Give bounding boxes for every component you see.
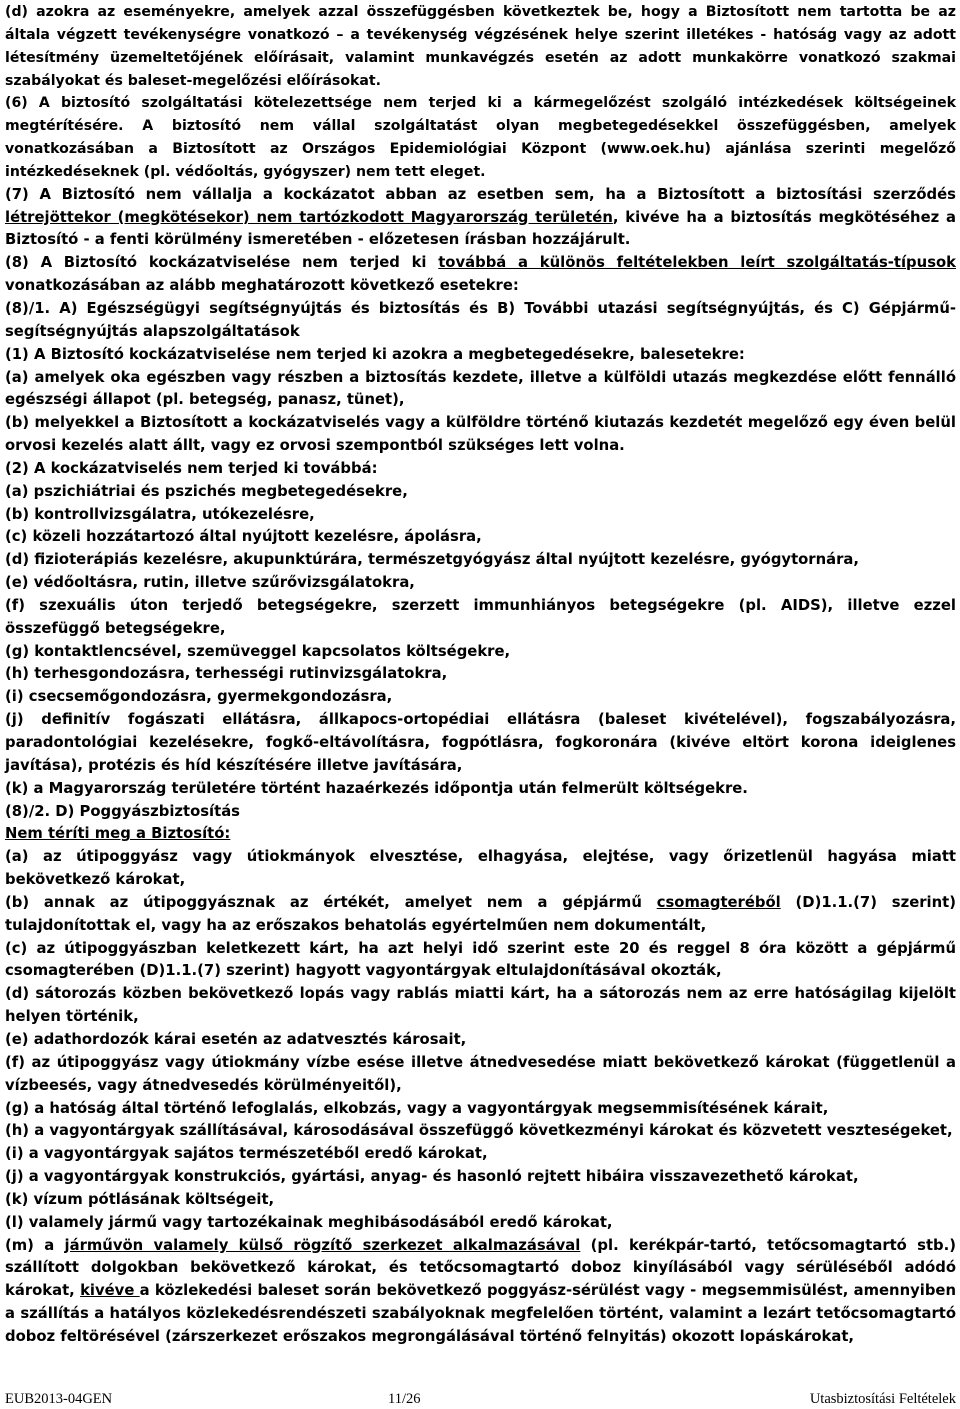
paragraph-p6	[5, 344, 956, 367]
footer-document-code: EUB2013-04GEN	[5, 1391, 113, 1407]
paragraph-text: a közlekedési baleset során bekövetkező poggyász-sérülést vagy - megsemmisülést, amennyiben a szállítás a hatályos közlekedésrendészeti szabályoknak megfelelően történt, valamint a lezárt tetőcsomagtartó doboz feltörésével (zárszerkezet erőszakos megrongálásával történő felnyitás) okozott lopáskárokat,	[5, 1282, 956, 1345]
paragraph-text: (D)1.1.(7) szerint) tulajdonítottak el, vagy ha az erőszakos behatolás egyértelműen nem dokumentált,	[5, 893, 956, 934]
paragraph-p17	[5, 663, 956, 686]
paragraph-p10	[5, 481, 956, 504]
paragraph-text: (b) melyekkel a Biztosított a kockázatviselés vagy a külföldre történő kiutazás kezdetét megelőző egy éven belül orvosi kezelés alatt állt, vagy ez orvosi szempontból szükséges lett volna.	[5, 414, 956, 455]
paragraph-text: (7) A Biztosító nem vállalja a kockázatot abban az esetben sem, ha a Biztosított a biztosítási szerződés	[5, 185, 956, 203]
paragraph-p12	[5, 526, 956, 549]
paragraph-p20	[5, 778, 956, 801]
paragraph-p30	[5, 1120, 956, 1143]
paragraph-text: (b) kontrollvizsgálatra, utókezelésre,	[5, 505, 315, 523]
paragraph-p13	[5, 549, 956, 572]
paragraph-text: (j) definitív fogászati ellátásra, állkapocs-ortopédiai ellátásra (baleset kivételével), fogszabályozásra, paradontológiai kezelésekre, fogkő-eltávolításra, fogpótlásra, fogkoronára (kivéve eltört korona ideiglenes javítása), protézis és híd készítésére illetve javítására,	[5, 711, 956, 774]
paragraph-text: vonatkozásában az alább meghatározott következő esetekre:	[5, 277, 519, 295]
paragraph-text: (l) valamely jármű vagy tartozékainak meghibásodásából eredő károkat,	[5, 1213, 613, 1231]
paragraph-text: (a) amelyek oka egészben vagy részben a biztosítás kezdete, illetve a külföldi utazás megkezdése előtt fennálló egészségi állapot (pl. betegség, panasz, tünet),	[5, 368, 956, 409]
paragraph-text: (k) vízum pótlásának költségeit,	[5, 1190, 275, 1208]
paragraph-p34	[5, 1212, 956, 1235]
paragraph-p25	[5, 938, 956, 984]
paragraph-p11	[5, 504, 956, 527]
paragraph-text: (f) az útipoggyász vagy útiokmány vízbe esése illetve átnedvesedése miatt bekövetkező károkat (függetlenül a vízbeesés, vagy átnedvesedés körülményeitől),	[5, 1053, 956, 1094]
paragraph-p16	[5, 641, 956, 664]
underlined-text: járművön valamely külső rögzítő szerkezet alkalmazásával	[64, 1236, 581, 1254]
paragraph-p33	[5, 1189, 956, 1212]
underlined-text: Nem téríti meg a Biztosító:	[5, 825, 231, 843]
paragraph-text: (8) A Biztosító kockázatviselése nem terjed ki	[5, 254, 439, 272]
page-footer	[5, 1389, 956, 1409]
underlined-text: kivéve	[80, 1282, 140, 1300]
paragraph-text: (f) szexuális úton terjedő betegségekre, szerzett immunhiányos betegségekre (pl. AIDS), illetve ezzel összefüggő betegségekre,	[5, 596, 956, 637]
paragraph-p18	[5, 686, 956, 709]
document-body	[5, 1, 956, 1349]
paragraph-p35	[5, 1235, 956, 1349]
paragraph-p7	[5, 367, 956, 413]
paragraph-p15	[5, 595, 956, 641]
paragraph-text: (a) pszichiátriai és pszichés megbetegedésekre,	[5, 482, 408, 500]
paragraph-text: (d) azokra az eseményekre, amelyek azzal összefüggésben következtek be, hogy a Biztosított nem tartotta be az általa végzett tevékenységre vonatkozó – a tevékenység végzésének helye szerint illetékes - hatóság vagy az adott létesítmény üzemeltetőjének előírásait, valamint munkavégzés esetén az adott munkakörre vonatkozó szakmai szabályokat és baleset-megelőzési előírásokat.	[5, 4, 956, 89]
paragraph-text: (8)/1. A) Egészségügyi segítségnyújtás és biztosítás és B) További utazási segítségnyújtás, és C) Gépjármű-segítségnyújtás alapszolgáltatások	[5, 299, 956, 340]
underlined-text: továbbá a különös feltételekben leírt szolgáltatás-típusok	[438, 254, 957, 272]
paragraph-text: (i) csecsemőgondozásra, gyermekgondozásra,	[5, 688, 393, 706]
paragraph-p32	[5, 1166, 956, 1189]
paragraph-p3	[5, 184, 956, 253]
paragraph-p5	[5, 298, 956, 344]
paragraph-text: , kivéve ha a biztosítás megkötéséhez a Biztosító - a fenti körülmény ismeretében - előzetesen írásban hozzájárult.	[5, 208, 956, 249]
paragraph-p19	[5, 709, 956, 778]
paragraph-p23	[5, 846, 956, 892]
paragraph-text: (d) fizioterápiás kezelésre, akupunktúrára, természetgyógyász által nyújtott kezelésre, gyógytornára,	[5, 551, 860, 569]
footer-page-number: 11/26	[388, 1391, 421, 1407]
paragraph-text: (k) a Magyarország területére történt hazaérkezés időpontja után felmerült költségekre.	[5, 779, 748, 797]
paragraph-text: (e) védőoltásra, rutin, illetve szűrővizsgálatokra,	[5, 574, 415, 592]
paragraph-p2	[5, 92, 956, 183]
paragraph-p14	[5, 572, 956, 595]
paragraph-p29	[5, 1098, 956, 1121]
paragraph-text: (c) az útipoggyászban keletkezett kárt, ha azt helyi idő szerint este 20 és reggel 8 óra között a gépjármű csomagterében (D)1.1.(7) szerint) hagyott vagyontárgyak eltulajdonításával okozták,	[5, 939, 956, 980]
paragraph-text: (e) adathordozók kárai esetén az adatvesztés károsait,	[5, 1030, 467, 1048]
paragraph-text: (c) közeli hozzátartozó által nyújtott kezelésre, ápolásra,	[5, 528, 482, 546]
paragraph-p4	[5, 252, 956, 298]
paragraph-text: (1) A Biztosító kockázatviselése nem terjed ki azokra a megbetegedésekre, balesetekre:	[5, 345, 745, 363]
paragraph-text: (h) a vagyontárgyak szállításával, károsodásával összefüggő következményi károkat és közvetett veszteségeket,	[5, 1122, 953, 1140]
paragraph-p24	[5, 892, 956, 938]
paragraph-p26	[5, 983, 956, 1029]
paragraph-p31	[5, 1143, 956, 1166]
paragraph-text: (i) a vagyontárgyak sajátos természetéből eredő károkat,	[5, 1145, 488, 1163]
paragraph-p21	[5, 801, 956, 824]
paragraph-text: (pl. kerékpár-tartó, tetőcsomagtartó stb.) szállított dolgokban bekövetkező károkat, és tetőcsomagtartó doboz kinyílásából vagy sérüléséből adódó károkat,	[5, 1236, 957, 1300]
paragraph-p9	[5, 458, 956, 481]
paragraph-p22	[5, 823, 956, 846]
paragraph-text: (b) annak az útipoggyásznak az értékét, amelyet nem a gépjármű	[5, 893, 657, 911]
paragraph-text: (8)/2. D) Poggyászbiztosítás	[5, 802, 240, 820]
paragraph-text: (j) a vagyontárgyak konstrukciós, gyártási, anyag- és hasonló rejtett hibáira visszavezethető károkat,	[5, 1168, 859, 1186]
paragraph-text: (g) a hatóság által történő lefoglalás, elkobzás, vagy a vagyontárgyak megsemmisítésének kárait,	[5, 1099, 829, 1117]
paragraph-text: (g) kontaktlencsével, szemüveggel kapcsolatos költségekre,	[5, 642, 511, 660]
paragraph-text: (d) sátorozás közben bekövetkező lopás vagy rablás miatti kárt, ha a sátorozás nem az erre hatóságilag kijelölt helyen történik,	[5, 985, 956, 1026]
footer-document-title: Utasbiztosítási Feltételek	[809, 1391, 956, 1407]
paragraph-text: (a) az útipoggyász vagy útiokmányok elvesztése, elhagyása, elejtése, vagy őrizetlenül hagyása miatt bekövetkező károkat,	[5, 848, 956, 889]
paragraph-text: (6) A biztosító szolgáltatási kötelezettsége nem terjed ki a kármegelőzést szolgáló intézkedések költségeinek megtérítésére. A biztosító nem vállal szolgáltatást olyan megbetegedésekkel összefüggésben, amelyek vonatkozásában a Biztosított az Országos Epidemiológiai Központ (www.oek.hu) ajánlása szerinti megelőző intézkedéseknek (pl. védőoltás, gyógyszer) nem tett eleget.	[5, 95, 956, 180]
underlined-text: csomagteréből	[656, 893, 781, 911]
paragraph-text: (m) a	[5, 1236, 65, 1254]
paragraph-text: (2) A kockázatviselés nem terjed ki továbbá:	[5, 459, 378, 477]
paragraph-p1	[5, 1, 956, 92]
paragraph-p28	[5, 1052, 956, 1098]
paragraph-p27	[5, 1029, 956, 1052]
paragraph-p8	[5, 412, 956, 458]
underlined-text: létrejöttekor (megkötésekor) nem tartózkodott Magyarország területén	[5, 208, 613, 226]
paragraph-text: (h) terhesgondozásra, terhességi rutinvizsgálatokra,	[5, 665, 448, 683]
